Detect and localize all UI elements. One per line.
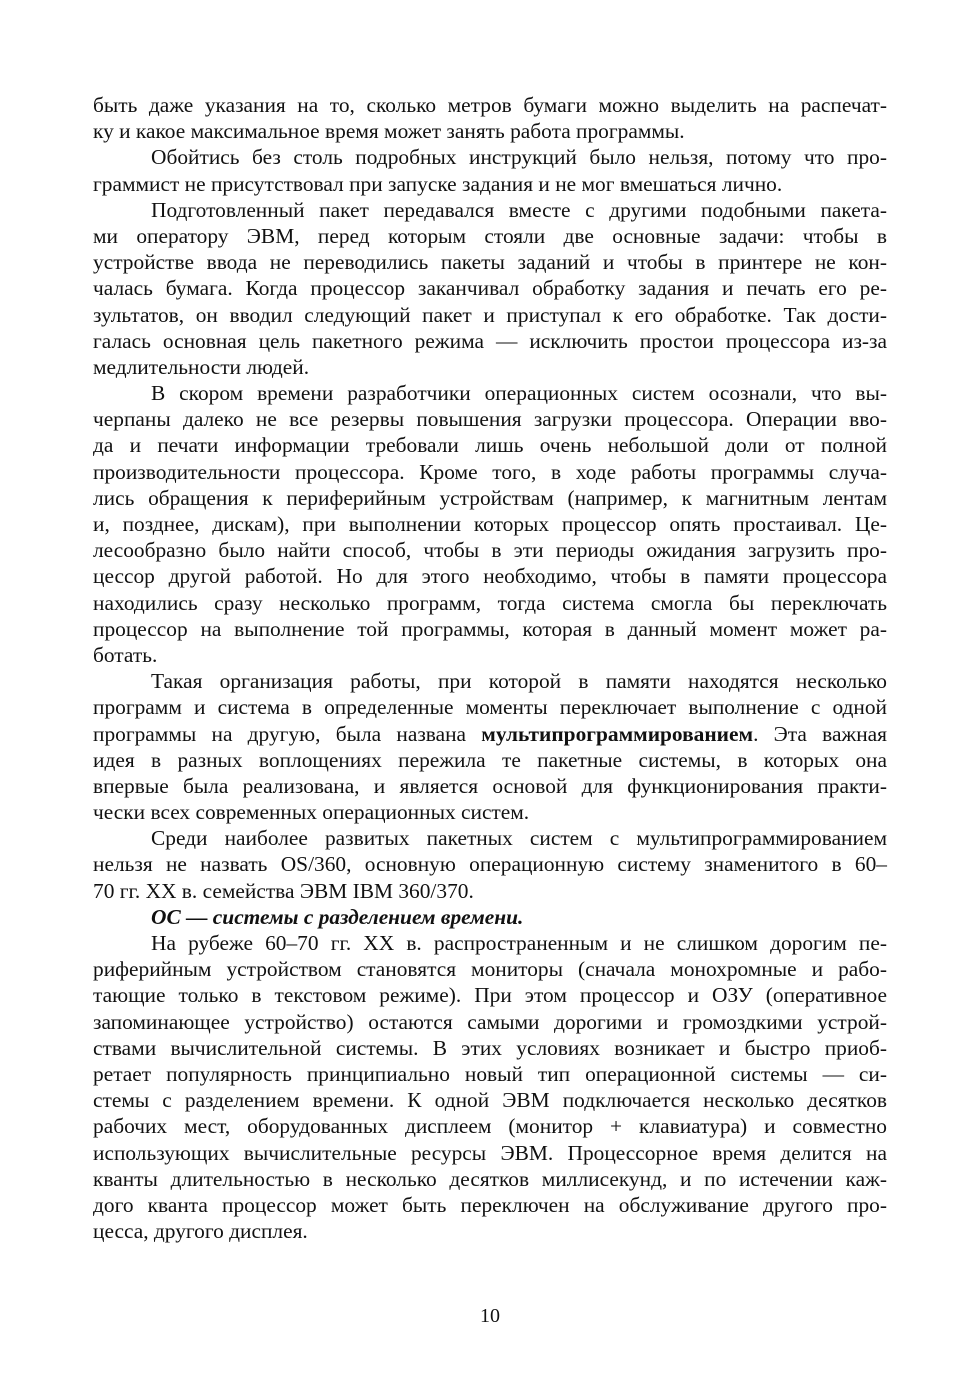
paragraph-os360	[93, 825, 887, 904]
text-line: лесообразно было найти способ, чтобы в эти периоды ожидания загрузить про-	[93, 538, 887, 563]
text-line: использующих вычислительные ресурсы ЭВМ. Процессорное время делится на	[93, 1140, 887, 1165]
text-line: На рубеже 60–70 гг. XX в. распространенным и не слишком дорогим пе-	[151, 931, 887, 955]
section-heading	[93, 904, 887, 930]
text-line: ку и какое максимальное время может занять работа программы.	[93, 119, 685, 144]
text-line: цессор другой работой. Но для этого необходимо, чтобы в памяти процессора	[93, 564, 887, 589]
text-line-with-term	[93, 721, 887, 747]
text-line: устройстве ввода не переводились пакеты заданий и чтобы в принтере не кон-	[93, 250, 887, 275]
text-line: 70 гг. XX в. семейства ЭВМ IBM 360/370.	[93, 878, 474, 903]
text-line: быть даже указания на то, сколько метров бумаги можно выделить на распечат-	[93, 93, 887, 117]
paragraph-reserves	[93, 380, 887, 668]
text-line: кванты длительностью в несколько десятков миллисекунд, и по истечении каж-	[93, 1166, 887, 1191]
text-line: цесса, другого дисплея.	[93, 1219, 308, 1244]
paragraph-time-sharing	[93, 930, 887, 1244]
text-line: зультатов, он вводил следующий пакет и приступал к его обработке. Так дости-	[93, 302, 887, 327]
text-line: программ и система в определенные моменты переключает выполнение с одной	[93, 695, 887, 720]
text-line: стемы с разделением времени. К одной ЭВМ подключается несколько десятков	[93, 1088, 887, 1113]
section-heading-text: ОС — системы с разделением времени.	[151, 904, 524, 929]
text-line: производительности процессора. Кроме того, в ходе работы программы случа-	[93, 459, 887, 484]
text-line: Подготовленный пакет передавался вместе с другими подобными пакета-	[151, 197, 887, 222]
text-line: запоминающее устройство) остаются самыми дорогими и громоздкими устрой-	[93, 1009, 887, 1034]
paragraph-multiprogramming	[93, 668, 887, 825]
text-line: нельзя не назвать OS/360, основную операционную систему знаменитого в 60–	[93, 852, 887, 877]
text-line: и, позднее, дискам), при выполнении которых процессор опять простаивал. Це-	[93, 512, 887, 536]
text-line: да и печати информации требовали лишь очень небольшой доли от полной	[93, 433, 887, 458]
text-line: Среди наиболее развитых пакетных систем с мультипрограммированием	[151, 826, 887, 851]
paragraph-operator	[93, 197, 887, 380]
bold-term-multiprogramming: мультипрограммированием	[481, 721, 754, 746]
text-line: граммист не присутствовал при запуске задания и не мог вмешаться лично.	[93, 171, 783, 196]
text-line: ствами вычислительной системы. В этих условиях возникает и быстро приоб-	[93, 1035, 887, 1060]
text-line: тающие только в текстовом режиме). При этом процессор и ОЗУ (оперативное	[93, 983, 887, 1008]
paragraph-instructions	[93, 144, 887, 196]
text-line: чалась бумага. Когда процессор заканчивал обработку задания и печать его ре-	[93, 276, 887, 301]
text-line: медлительности людей.	[93, 354, 310, 379]
text-fragment: . Эта важная	[753, 721, 887, 746]
text-line: риферийным устройством становятся мониторы (сначала монохромные и рабо-	[93, 957, 887, 982]
text-line: рабочих мест, оборудованных дисплеем (монитор + клавиатура) и совместно	[93, 1114, 887, 1139]
text-line: Такая организация работы, при которой в памяти находятся несколько	[151, 669, 887, 694]
text-line: идея в разных воплощениях пережила те пакетные системы, в которых она	[93, 747, 887, 772]
text-line: дого кванта процессор может быть переключен на обслуживание другого про-	[93, 1192, 887, 1217]
text-fragment: программы на другую, была названа	[93, 721, 482, 746]
text-line: Обойтись без столь подробных инструкций было нельзя, потому что про-	[151, 145, 887, 170]
paragraph-continuation	[93, 92, 887, 144]
text-line: ми оператору ЭВМ, перед которым стояли две основные задачи: чтобы в	[93, 223, 887, 248]
page-number: 10	[480, 1305, 500, 1327]
text-line: впервые была реализована, и является основой для функционирования практи-	[93, 773, 887, 798]
text-line: находились сразу несколько программ, тогда система смогла бы переключать	[93, 590, 887, 615]
text-line: ботать.	[93, 642, 158, 667]
text-line: процессор на выполнение той программы, которая в данный момент может ра-	[93, 616, 887, 641]
text-line: галась основная цель пакетного режима — исключить простои процессора из-за	[93, 328, 887, 353]
text-line: В скором времени разработчики операционных систем осознали, что вы-	[151, 381, 887, 406]
body-text	[93, 92, 887, 1244]
text-line: чески всех современных операционных систем.	[93, 800, 530, 825]
text-line: лись обращения к периферийным устройствам (например, к магнитным лентам	[93, 485, 887, 510]
text-line: черпаны далеко не все резервы повышения загрузки процессора. Операции вво-	[93, 407, 887, 432]
text-line: ретает популярность принципиально новый тип операционной системы — си-	[93, 1061, 887, 1086]
